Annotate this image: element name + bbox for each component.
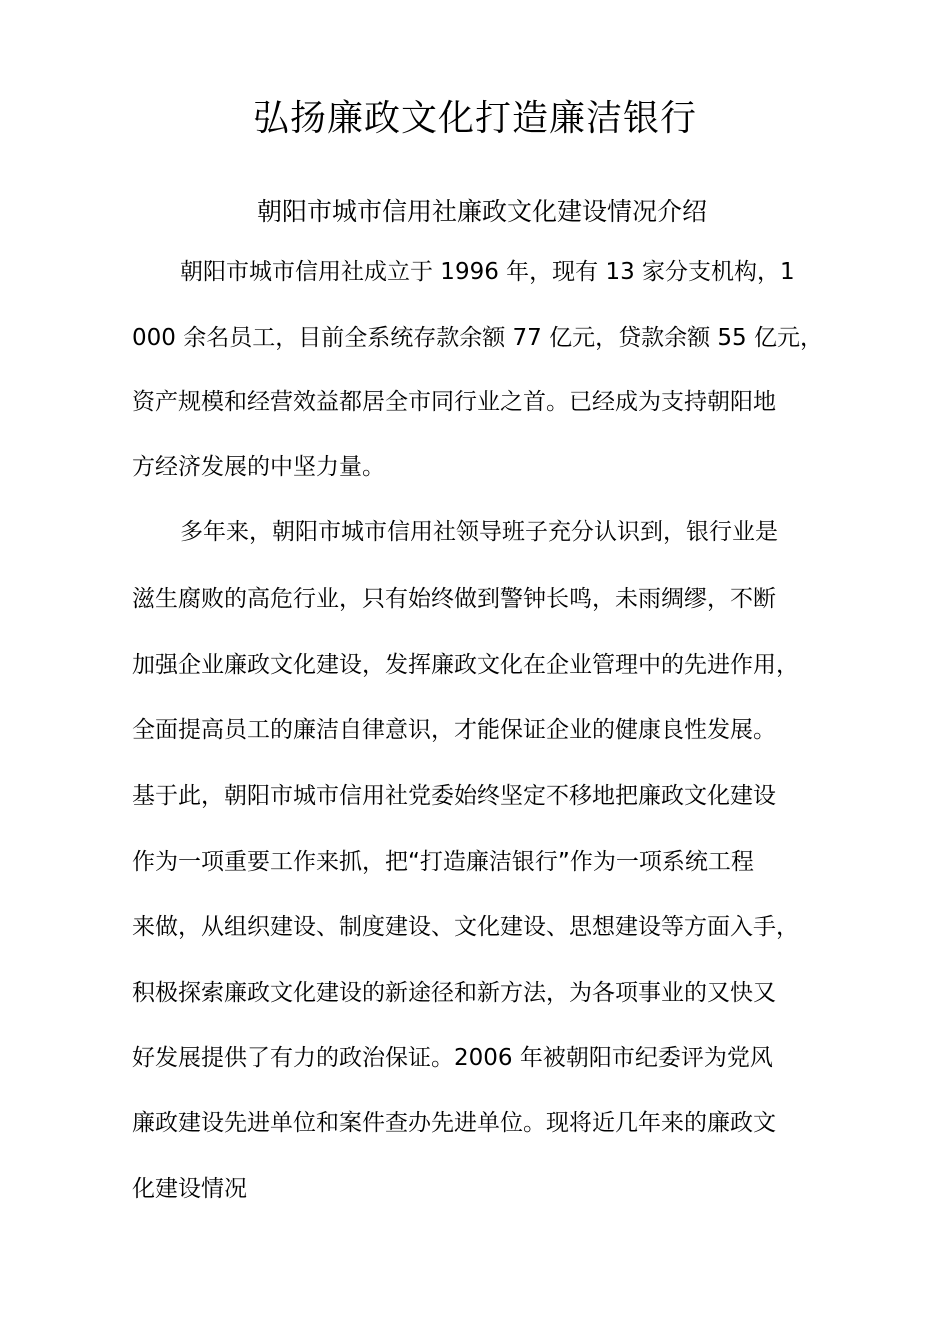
- paragraph-line: 加强企业廉政文化建设，发挥廉政文化在企业管理中的先进作用，: [132, 652, 799, 678]
- paragraph-line: 作为一项重要工作来抓，把“打造廉洁银行”作为一项系统工程: [132, 849, 754, 875]
- document-subtitle: 朝阳市城市信用社廉政文化建设情况介绍: [256, 197, 707, 226]
- paragraph-line: 朝阳市城市信用社成立于 1996 年，现有 13 家分支机构，1: [180, 259, 795, 285]
- paragraph-line: 来做，从组织建设、制度建设、文化建设、思想建设等方面入手，: [132, 914, 799, 940]
- paragraph-line: 000 余名员工，目前全系统存款余额 77 亿元，贷款余额 55 亿元，: [132, 325, 823, 351]
- document-title: 弘扬廉政文化打造廉洁银行: [252, 98, 697, 139]
- paragraph-line: 基于此，朝阳市城市信用社党委始终坚定不移地把廉政文化建设: [132, 783, 776, 809]
- paragraph-line: 方经济发展的中坚力量。: [132, 454, 385, 480]
- paragraph-line: 积极探索廉政文化建设的新途径和新方法，为各项事业的又快又: [132, 980, 776, 1006]
- paragraph-line: 化建设情况: [132, 1176, 247, 1202]
- paragraph-line: 滋生腐败的高危行业，只有始终做到警钟长鸣，未雨绸缪，不断: [132, 586, 776, 612]
- paragraph-line: 资产规模和经营效益都居全市同行业之首。已经成为支持朝阳地: [132, 389, 776, 415]
- paragraph-line: 全面提高员工的廉洁自律意识，才能保证企业的健康良性发展。: [132, 717, 776, 743]
- paragraph-line: 好发展提供了有力的政治保证。2006 年被朝阳市纪委评为党风: [132, 1045, 773, 1071]
- paragraph-line: 多年来，朝阳市城市信用社领导班子充分认识到，银行业是: [180, 519, 778, 545]
- paragraph-line: 廉政建设先进单位和案件查办先进单位。现将近几年来的廉政文: [132, 1110, 776, 1136]
